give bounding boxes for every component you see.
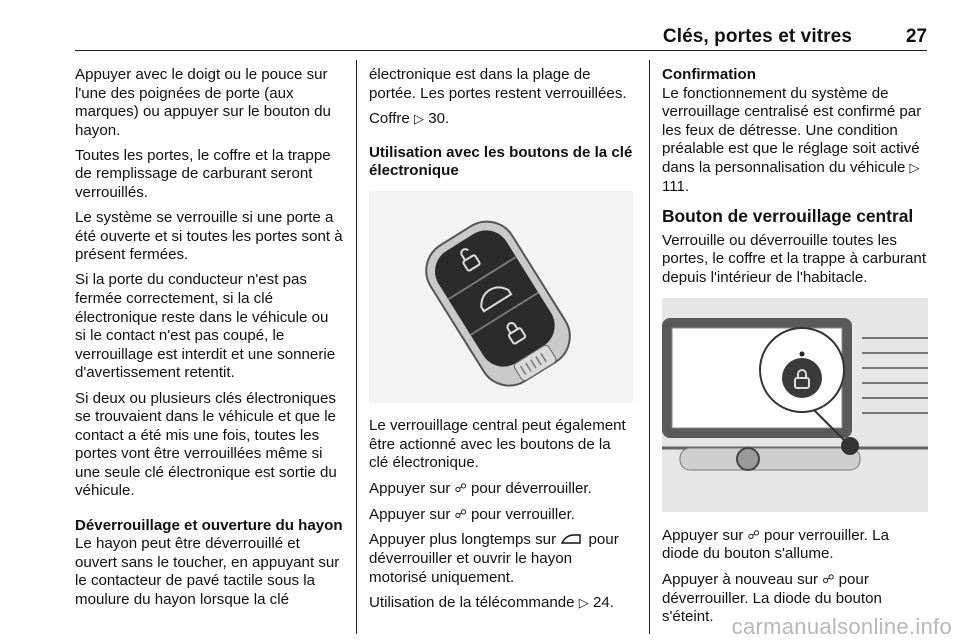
paragraph: Appuyer avec le doigt ou le pouce sur l'une des poignées de porte (aux marques) ou appuyer sur le bouton du hayon.: [75, 66, 331, 139]
page-header: [75, 26, 927, 51]
paragraph: Appuyer sur ☍ pour déverrouiller.: [369, 480, 592, 498]
xref-link[interactable]: 111.: [662, 177, 690, 195]
xref-arrow-icon: ▷: [578, 594, 589, 610]
text: Coffre: [369, 109, 410, 127]
subheading: Confirmation: [662, 66, 756, 83]
chapter-title: Clés, portes et vitres: [662, 26, 852, 47]
page-number: 27: [905, 26, 927, 47]
xref-arrow-icon: ▷: [909, 159, 920, 175]
paragraph: Verrouille ou déverrouille toutes les portes, le coffre et la trappe à carburant depuis l'intérieur de l'habitacle.: [662, 231, 927, 286]
column-divider: [356, 60, 357, 634]
key-fob-illustration: [369, 191, 633, 403]
xref-arrow-icon: ▷: [414, 110, 425, 126]
paragraph: Utilisation de la télécommande ▷ 24.: [369, 593, 614, 611]
subheading: Déverrouillage et ouverture du hayon: [75, 516, 343, 534]
paragraph: Appuyer plus longtemps sur pour déverrouiller et ouvrir le hayon motorisé uniquement.: [369, 531, 619, 586]
paragraph: électronique est dans la plage de portée. Les portes restent verrouillées.: [369, 66, 627, 102]
key-fob-figure: [369, 191, 633, 403]
paragraph: Si la porte du conducteur n'est pas fermée correctement, si la clé électronique reste dans le véhicule ou si le contact n'est pas coupé, le verrouillage est interdit et une sonnerie d'avertissement retentit.: [75, 271, 336, 382]
paragraph: Si deux ou plusieurs clés électroniques se trouvaient dans le véhicule et que le contact a été mis une fois, toutes les portes vont être verrouillées même si une seule clé électronique est sortie du véhicule.: [75, 389, 337, 500]
paragraph: Appuyer à nouveau sur ☍ pour déverrouiller. La diode du bouton s'éteint.: [662, 571, 882, 626]
section-heading: Bouton de verrouillage central: [662, 206, 914, 227]
lock-icon: ☍: [822, 572, 835, 587]
paragraph: Le hayon peut être déverrouillé et ouvert sans le toucher, en appuyant sur le contacteur de pavé tactile sous la moulure du hayon lorsque la clé: [75, 535, 340, 608]
tailgate-icon: [560, 533, 584, 545]
xref-link[interactable]: 30.: [428, 109, 450, 127]
column-2: [369, 66, 633, 619]
paragraph: Le verrouillage central peut également être actionné avec les boutons de la clé électronique.: [369, 416, 626, 472]
lock-icon: ☍: [747, 527, 760, 542]
column-3: [662, 66, 928, 634]
paragraph: Le fonctionnement du système de verrouillage centralisé est confirmé par les feux de détresse. Une condition préalable est que le réglage soit activé dans la personnalisation du véhicule ▷ 111.: [662, 84, 922, 195]
watermark: carmanualsonline.info: [731, 614, 952, 639]
paragraph: Appuyer sur ☍ pour verrouiller.: [369, 506, 575, 524]
xref-link[interactable]: 24.: [592, 593, 614, 611]
column-divider: [649, 60, 650, 634]
paragraph: Le système se verrouille si une porte a été ouverte et si toutes les portes sont à présent fermées.: [75, 209, 343, 264]
paragraph: Appuyer sur ☍ pour verrouiller. La diode du bouton s'allume.: [662, 526, 889, 563]
subheading: Utilisation avec les boutons de la clé électronique: [369, 143, 633, 180]
central-lock-button-figure: [662, 298, 928, 512]
dashboard-illustration: [662, 298, 928, 512]
column-1: [75, 66, 343, 616]
lock-icon: ☍: [454, 507, 467, 522]
paragraph: Toutes les portes, le coffre et la trappe de remplissage de carburant seront verrouillés.: [75, 146, 331, 202]
unlock-icon: ☍: [454, 481, 467, 496]
paragraph: [369, 110, 633, 129]
